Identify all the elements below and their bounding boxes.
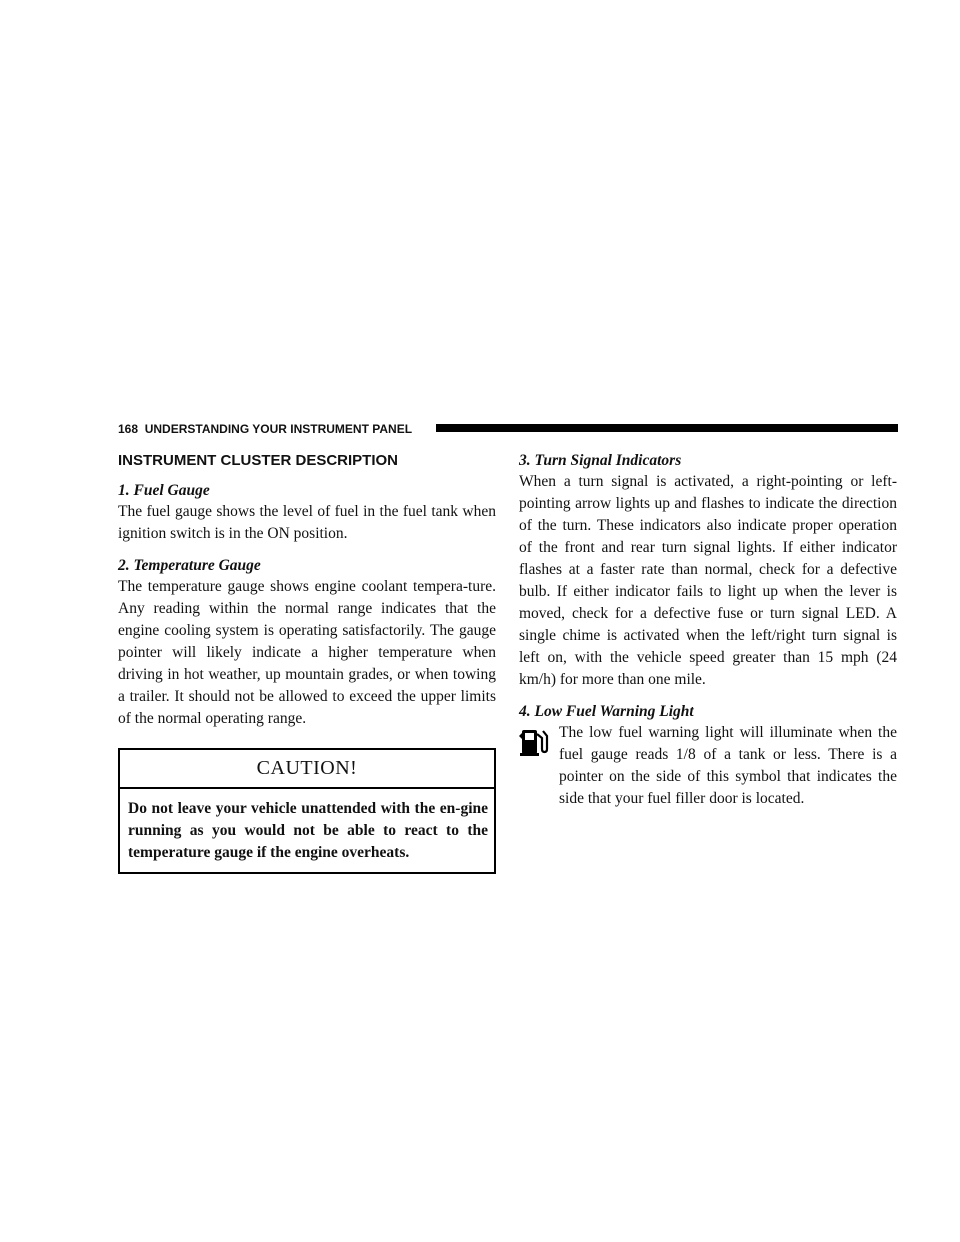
temperature-gauge-heading: 2. Temperature Gauge	[118, 557, 261, 574]
low-fuel-block	[519, 722, 897, 810]
left-column	[118, 450, 496, 874]
page-number: 168	[118, 422, 139, 436]
turn-signal-heading: 3. Turn Signal Indicators	[519, 452, 682, 469]
section-heading: INSTRUMENT CLUSTER DESCRIPTION	[118, 452, 399, 469]
turn-signal-text: When a turn signal is activated, a right-pointing or left-pointing arrow lights up and flashes to indicate the direction of the turn. These indicators also indicate proper operation of the front and rear turn signal lights. If either indicator flashes at a faster rate than normal, check for a defective bulb. If either indicator fails to light up when the lever is moved, check for a defective fuse or turn signal LED. A single chime is activated when the left/right turn signal is left on, with the vehicle speed greater than 15 mph (24 km/h) for more than one mile.	[519, 473, 897, 688]
low-fuel-heading: 4. Low Fuel Warning Light	[519, 703, 694, 720]
fuel-gauge-text: The fuel gauge shows the level of fuel in the fuel tank when ignition switch is in the ON position.	[118, 503, 496, 542]
low-fuel-text: The low fuel warning light will illuminate when the fuel gauge reads 1/8 of a tank or less. There is a pointer on the side of this symbol that indicates the side that your fuel filler door is located.	[559, 724, 897, 807]
right-column	[519, 450, 897, 820]
page-header	[118, 421, 898, 437]
page-header-text	[118, 421, 412, 437]
header-rule	[436, 424, 898, 432]
fuel-pump-icon	[519, 724, 549, 758]
temperature-gauge-text: The temperature gauge shows engine coolant tempera-ture. Any reading within the normal range indicates that the engine cooling system is operating satisfactorily. The gauge pointer will likely indicate a higher temperature when driving in hot weather, up mountain grades, or when towing a trailer. It should not be allowed to exceed the upper limits of the normal operating range.	[118, 578, 496, 727]
caution-title: CAUTION!	[120, 750, 494, 789]
section-title: UNDERSTANDING YOUR INSTRUMENT PANEL	[144, 422, 413, 436]
caution-box	[118, 748, 496, 874]
caution-text: Do not leave your vehicle unattended with the en-gine running as you would not be able to react to the temperature gauge if the engine overheats.	[128, 800, 488, 861]
fuel-gauge-heading: 1. Fuel Gauge	[118, 482, 210, 499]
